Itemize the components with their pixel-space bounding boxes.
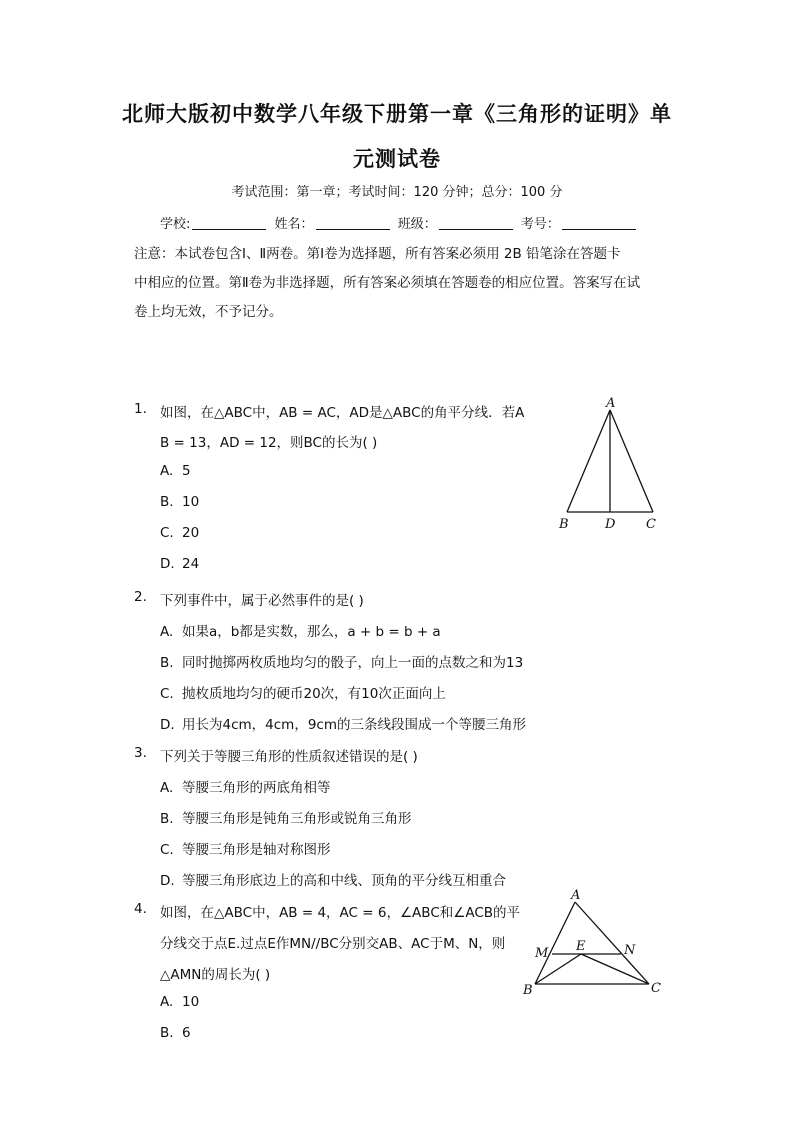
exam-title-line2: 元测试卷 [353,146,441,171]
option-text: 用长为4cm，4cm，9cm的三条线段围成一个等腰三角形 [182,717,526,733]
question-3-option-c[interactable] [160,838,331,858]
name-label: 姓名： [274,217,314,232]
school-label: 学校: [160,217,191,232]
number-blank[interactable] [562,228,636,230]
question-1-option-b[interactable] [160,494,199,510]
option-label: D. [160,717,175,733]
figure4-label-b: B [523,983,533,998]
figure1-label-d: D [605,517,616,532]
question-1-figure [550,392,670,537]
question-4-option-a[interactable] [160,994,199,1010]
question-4-stem-line2: 分线交于点E.过点E作MN//BC分别交AB、AC于M、N，则 [160,936,506,952]
figure4-label-c: C [651,981,661,996]
figure4-label-m: M [535,946,549,961]
figure4-label-e: E [576,939,586,954]
question-3-stem: 下列关于等腰三角形的性质叙述错误的是( ) [160,749,418,765]
student-fields [160,213,640,232]
question-2-option-c[interactable] [160,682,446,702]
question-1-stem-line1: 如图，在△ABC中，AB = AC，AD是△ABC的角平分线．若A [160,405,525,421]
question-2-option-a[interactable] [160,620,441,640]
option-label: D. [160,556,175,572]
option-label: B. [160,655,174,671]
option-text: 10 [182,494,200,510]
option-label: C. [160,525,174,541]
figure1-label-c: C [646,517,656,532]
option-text: 5 [182,463,191,479]
option-label: D. [160,873,175,889]
question-1-stem-line2: B = 13，AD = 12，则BC的长为( ) [160,435,378,451]
name-blank[interactable] [316,228,390,230]
school-blank[interactable] [192,228,266,230]
notice-line3: 卷上均无效，不予记分。 [134,304,283,320]
question-4-stem-line3: △AMN的周长为( ) [160,967,271,983]
option-text: 等腰三角形是钝角三角形或锐角三角形 [182,811,412,827]
figure4-label-n: N [624,943,636,958]
question-4-stem-line1: 如图，在△ABC中，AB = 4，AC = 6，∠ABC和∠ACB的平 [160,905,521,921]
option-text: 同时抛掷两枚质地均匀的骰子，向上一面的点数之和为13 [182,655,524,671]
exam-info: 考试范围：第一章；考试时间：120 分钟；总分：100 分 [231,185,563,200]
question-2-number: 2. [134,589,147,605]
question-4-figure [515,886,670,1001]
option-label: C. [160,842,174,858]
option-label: A. [160,624,174,640]
notice-line1: 注意：本试卷包含Ⅰ、Ⅱ两卷。第Ⅰ卷为选择题，所有答案必须用 2B 铅笔涂在答题卡 [134,246,621,262]
question-3-number: 3. [134,745,147,761]
question-1-number: 1. [134,401,147,417]
class-label: 班级： [397,217,437,232]
option-label: B. [160,811,174,827]
class-blank[interactable] [439,228,513,230]
option-text: 24 [182,556,200,572]
question-2-option-b[interactable] [160,651,523,671]
question-3-option-d[interactable] [160,869,506,889]
question-2-stem: 下列事件中，属于必然事件的是( ) [160,593,364,609]
option-label: A. [160,463,174,479]
number-label: 考号： [520,217,560,232]
question-1-option-c[interactable] [160,525,199,541]
figure4-label-a: A [571,888,581,903]
figure1-label-a: A [606,396,616,411]
option-text: 如果a，b都是实数，那么，a + b = b + a [182,624,441,640]
option-text: 10 [182,994,200,1010]
figure1-label-b: B [559,517,569,532]
question-2-option-d[interactable] [160,713,526,733]
question-4-number: 4. [134,901,147,917]
option-label: A. [160,994,174,1010]
question-3-option-b[interactable] [160,807,412,827]
notice-line2: 中相应的位置。第Ⅱ卷为非选择题，所有答案必须填在答题卷的相应位置。答案写在试 [134,275,641,291]
option-label: C. [160,686,174,702]
option-text: 等腰三角形的两底角相等 [182,780,331,796]
option-text: 20 [182,525,200,541]
option-text: 抛枚质地均匀的硬币20次，有10次正面向上 [182,686,446,702]
question-1-option-d[interactable] [160,556,199,572]
option-text: 等腰三角形是轴对称图形 [182,842,331,858]
option-text: 等腰三角形底边上的高和中线、顶角的平分线互相重合 [182,873,506,889]
option-text: 6 [182,1025,191,1041]
exam-title-line1: 北师大版初中数学八年级下册第一章《三角形的证明》单 [122,101,672,126]
question-1-option-a[interactable] [160,463,191,479]
option-label: B. [160,494,174,510]
question-3-option-a[interactable] [160,776,331,796]
option-label: A. [160,780,174,796]
option-label: B. [160,1025,174,1041]
question-4-option-b[interactable] [160,1025,191,1041]
